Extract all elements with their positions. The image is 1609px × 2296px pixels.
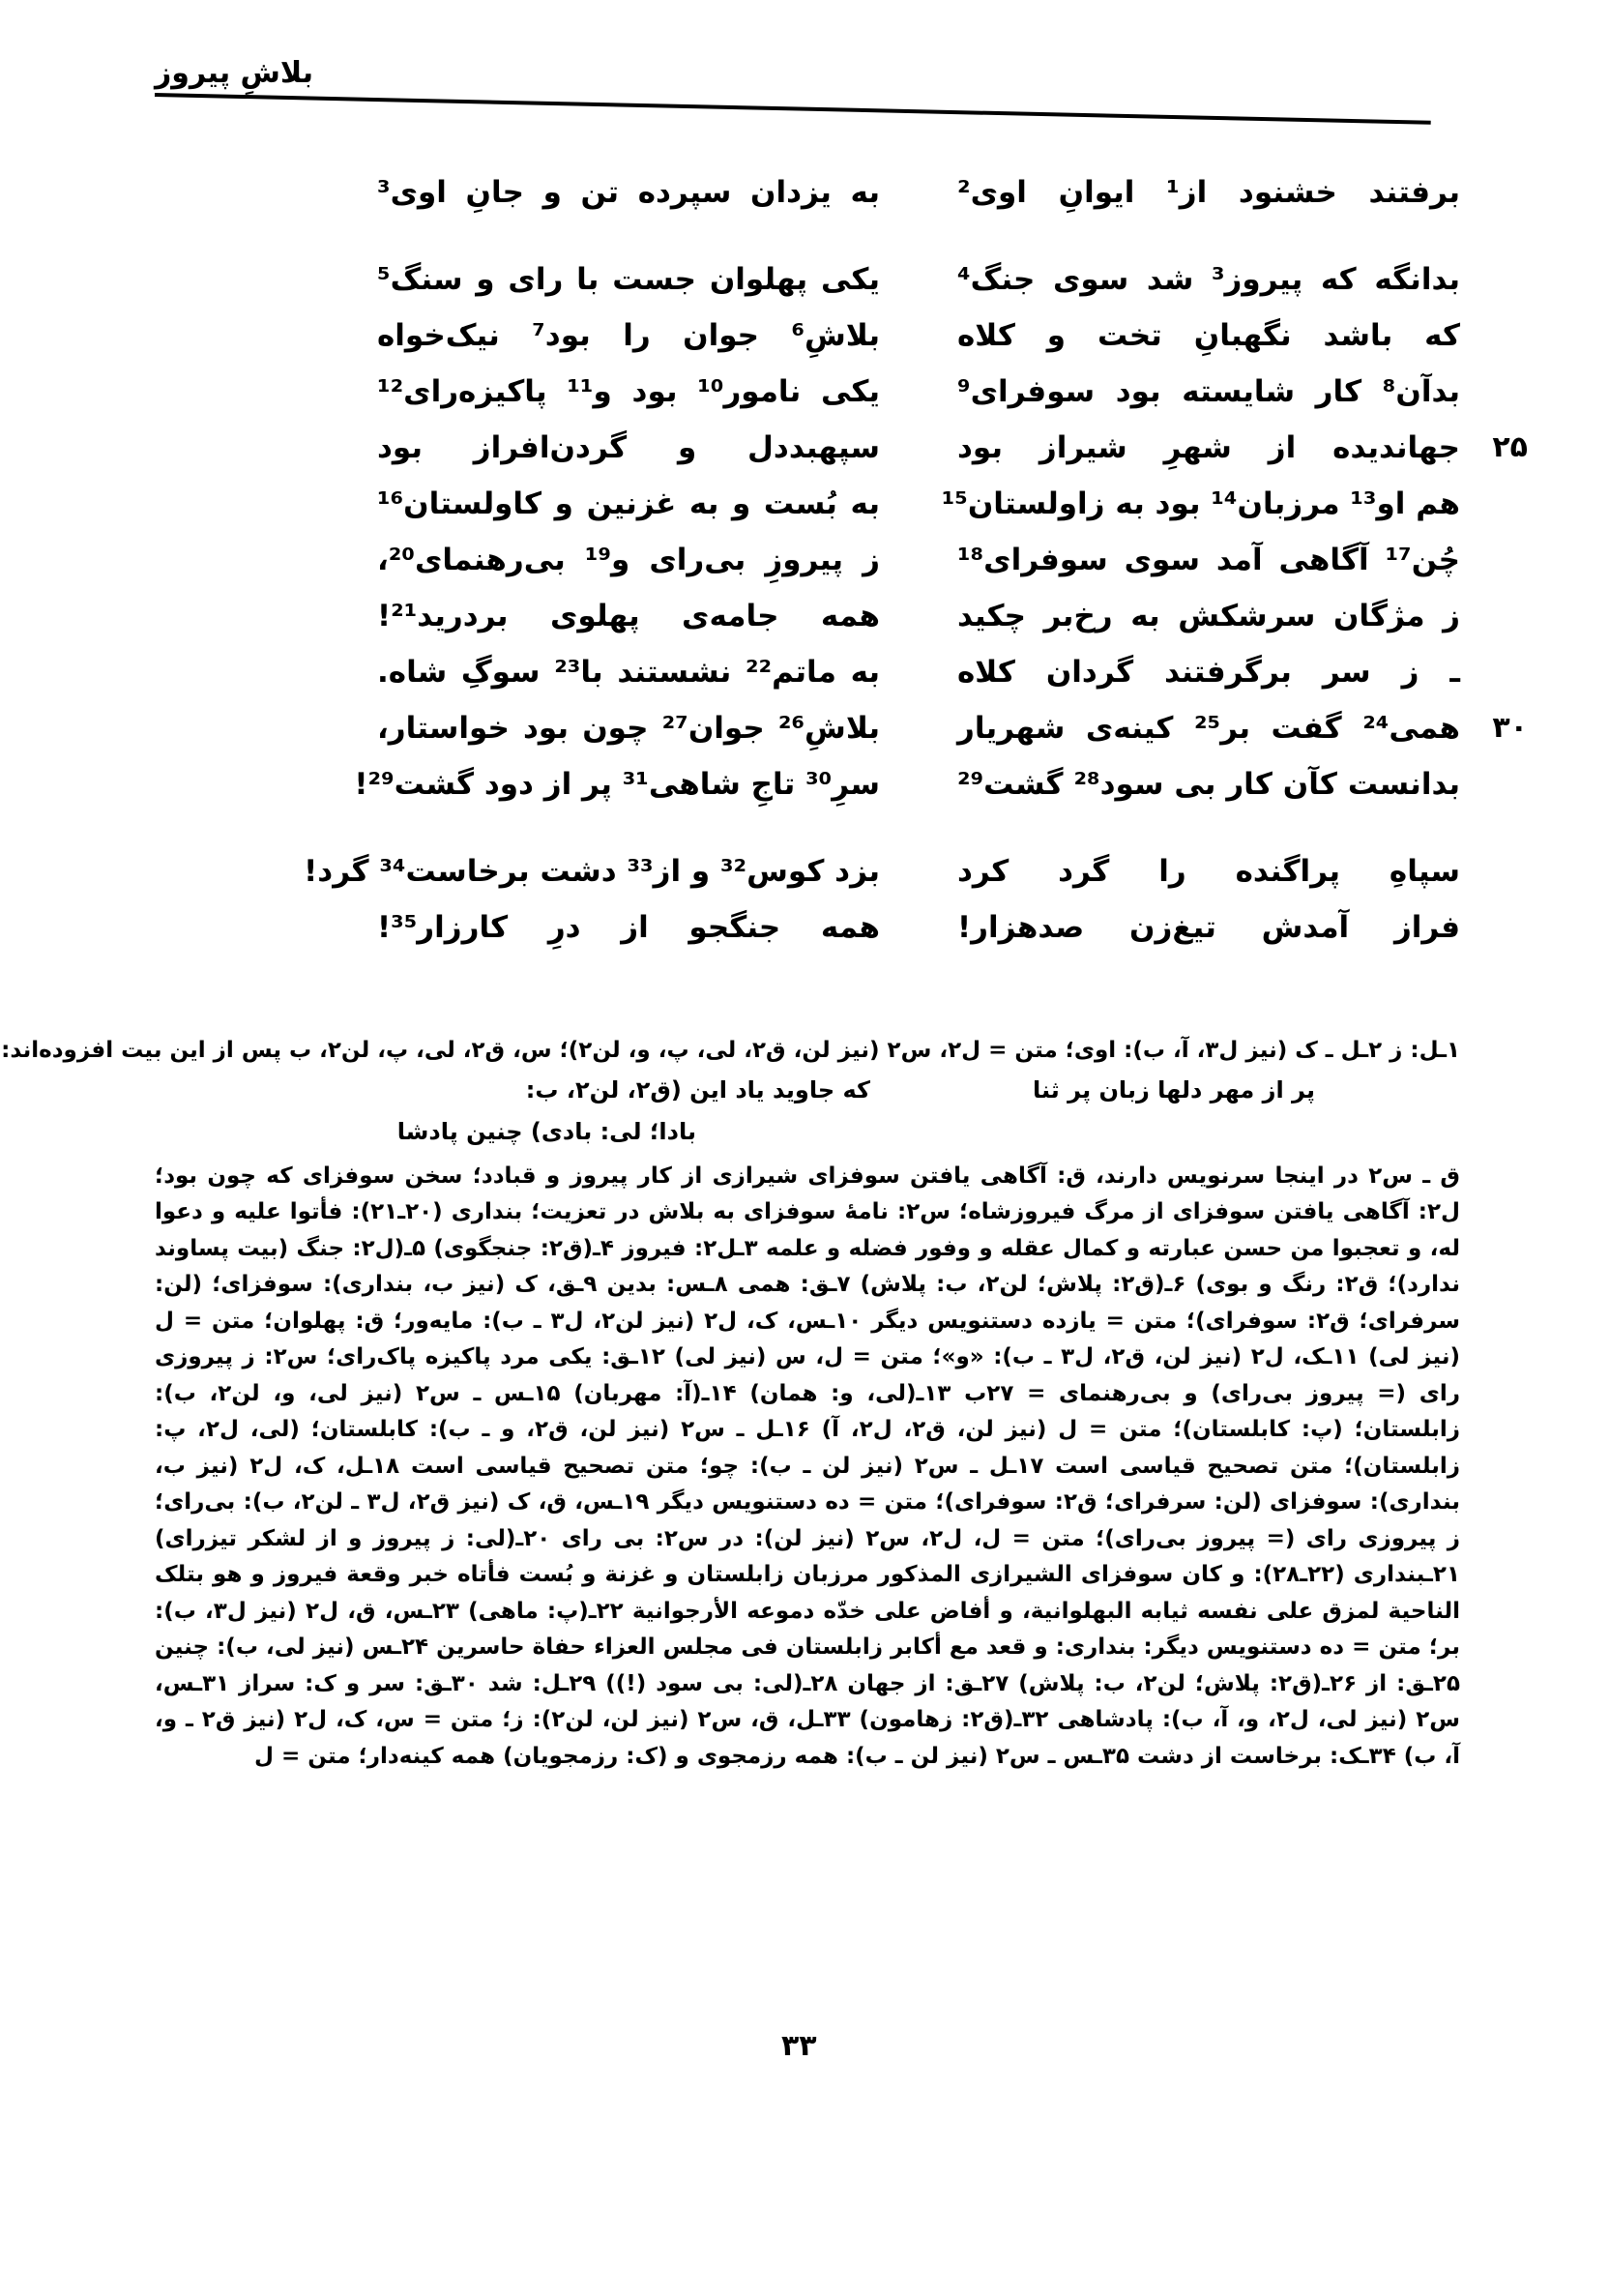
footnote-first-line: ۱ـل: ز ۲ـل ـ ک (نیز ل۳، آ، ب): اوی؛ متن = ل۲، س۲ (نیز لن، ق۲، لی، پ، و، لن۲)؛ س، ق۲، لی، پ، لن۲، ب پس از این بیت افزوده‌اند: [1,1038,1460,1063]
hemistich-right: بدانست کآن کار بی سود²⁸ گشت²⁹ [957,767,1460,802]
hemistich-right: ز مژگان سرشکش به رخ‌بر چکید [957,599,1460,633]
hemistich-right: همی²⁴ گفت بر²⁵ کینه‌ی شهریار [957,711,1460,746]
verse-couplet [261,644,1460,700]
hemistich-left: بلاشِ²⁶ جوان²⁷ چون بود خواستار، [377,711,881,746]
hemistich-left: ز پیروزِ بی‌رای و¹⁹ بی‌رهنمای²⁰، [377,543,881,577]
hemistich-right: ـ ز سر برگرفتند گردان کلاه [957,655,1460,690]
verse-couplet [261,308,1460,364]
verse-couplet [261,164,1460,221]
hemistich-right: بدآن⁸ کار شایسته بود سوفرای⁹ [957,374,1460,409]
verse-couplet [261,843,1460,899]
page-number: ۳۳ [781,2029,817,2063]
verse-couplet [261,700,1528,756]
hemistich-left: بزد کوس³² و از³³ دشت برخاست³⁴ گرد! [304,854,880,889]
hemistich-left: یکی نامور¹⁰ بود و¹¹ پاکیزه‌رای¹² [377,374,880,409]
verse-couplet [261,364,1460,420]
poem-body [261,164,1528,956]
added-beyt [483,1070,1315,1110]
hemistich-right: جهاندیده از شهرِ شیراز بود [957,430,1460,465]
hemistich-right: سپاهِ پراگنده را گرد کرد [957,854,1460,889]
verse-number: ۲۵ [1492,430,1528,464]
hemistich-right: فراز آمدش تیغ‌زن صدهزار! [957,910,1460,945]
hemistich-right: هم او¹³ مرزبان¹⁴ بود به زاولستان¹⁵ [941,486,1460,521]
footnote-paragraph: ق ـ س۲ در اینجا سرنویس دارند، ق: آگاهی یافتن سوفزای شیرازی از کار پیروز و قبادد؛ سخن سوفزای که چون بود؛ ل۲: آگاهی یافتن سوفزای از مرگ فیروزشاه؛ س۲: نامهٔ سوفزای به بلاش در تعزیت؛ بنداری (۲۰ـ۲۱): فأتوا علیه و دعوا له، و تعجبوا من حسن عبارته و کمال عقله و وفور فضله و علمه ۳ـل۲: فیروز ۴ـ(ق۲: جنجگوی) ۵ـ(ل۲: جنگ (بیت پساوند ندارد)؛ ق۲: رنگ و بوی) ۶ـ(ق۲: پلاش؛ لن۲، ب: پلاش) ۷ـق: همی ۸ـس: بدین ۹ـق، ک (نیز ب، بنداری): سوفزای؛ (لن: سرفرای؛ ق۲: سوفرای)؛ متن = یازده دستنویس دیگر ۱۰ـس، ک، ل۲ (نیز لن۲، ل۳ ـ ب): مایه‌ور؛ ق: پهلوان؛ متن = ل (نیز لی) ۱۱ـک، ل۲ (نیز لن، ق۲، ل۳ ـ ب): «و»؛ متن = ل، س (نیز لی) ۱۲ـق: یکی مرد پاکیزه پاک‌رای؛ س۲: ز پیروزی رای (= پیروز بی‌رای) و بی‌رهنمای = ۲۷ب ۱۳ـ(لی، و: همان) ۱۴ـ(آ: مهربان) ۱۵ـس ـ س۲ (نیز لی، و، لن۲، ب): زابلستان؛ (پ: کابلستان)؛ متن = ل (نیز لن، ق۲، ل۲، آ) ۱۶ـل ـ س۲ (نیز لن، ق۲، و ـ ب): کابلستان؛ (لی، ل۲، پ: زابلستان)؛ متن تصحیح قیاسی است ۱۷ـل ـ س۲ (نیز لن ـ ب): چو؛ متن تصحیح قیاسی است ۱۸ـل، ک، ل۲ (نیز ب، بنداری): سوفزای (لن: سرفرای؛ ق۲: سوفرای)؛ متن = ده دستنویس دیگر ۱۹ـس، ق، ک (نیز ق۲، ل۳ ـ لن۲، ب): بی‌رای؛ ز پیروزی رای (= پیروز بی‌رای)؛ متن = ل، ل۲، س۲ (نیز لن): در س۲: بی رای ۲۰ـ(لی: ز پیروز و از لشکر تیزرای) ۲۱ـبنداری (۲۲ـ۲۸): و کان سوفزای الشیرازی المذکور مرزبان زابلستان و غزنة و بُست فأتاه خبر وقعة فیروز و هو بتلک الناحیة لمزق علی نفسه ثیابه البهلوانیة، و أفاض علی خدّه دموعه الأرجوانیة ۲۲ـ(پ: ماهی) ۲۳ـس، ق، ل۲ (نیز ل۳، ب): بر؛ متن = ده دستنویس دیگر: بنداری: و قعد مع أکابر زابلستان فی مجلس العزاء حفاة حاسرین ۲۴ـس (نیز لی، ب): چنین ۲۵ـق: از ۲۶ـ(ق۲: پلاش؛ لن۲، ب: پلاش) ۲۷ـق: از جهان ۲۸ـ(لی: بی سود (!)) ۲۹ـل: شد ۳۰ـق: سر و ک: سراز ۳۱ـس، س۲ (نیز لی، ل۲، و، آ، ب): پادشاهی ۳۲ـ(ق۲: زهامون) ۳۳ـل، ق، س۲ (نیز لن، لن۲): ز؛ متن = س، ک، ل۲ (نیز ق۲ ـ و، آ، ب) ۳۴ـک: برخاست از دشت ۳۵ـس ـ س۲ (نیز لن ـ ب): همه رزمجوی و (ک: رزمجویان) همه کینه‌دار؛ متن = ل [155,1163,1461,1769]
added-beyt-continuation: بادا؛ لی: بادی) چنین پادشا [396,1117,696,1145]
verse-couplet [261,251,1460,308]
verse-couplet [261,588,1460,644]
verse-couplet [261,420,1528,476]
verse-number: ۳۰ [1492,711,1528,745]
hemistich-right: چُن¹⁷ آگاهی آمد سوی سوفرای¹⁸ [957,543,1460,577]
hemistich-right: که باشد نگهبانِ تخت و کلاه [957,318,1460,353]
verse-couplet [261,476,1460,532]
footnotes [1,1033,1461,1775]
hemistich-right: بدانگه که پیروز³ شد سوی جنگ⁴ [957,262,1460,297]
added-beyt-left: که جاوید یاد این (ق۲، لن۲، ب: [525,1075,870,1104]
hemistich-left: سپهبددل و گردن‌افراز بود [377,430,880,465]
hemistich-left: همه جنگجو از درِ کارزار³⁵! [377,910,880,945]
hemistich-left: سرِ³⁰ تاجِ شاهی³¹ پر از دود گشت²⁹! [354,767,880,802]
verse-couplet [261,756,1460,812]
hemistich-right: برفتند خشنود از¹ ایوانِ اوی² [957,175,1460,210]
hemistich-left: یکی پهلوان جست با رای و سنگ⁵ [377,262,880,297]
hemistich-left: به ماتم²² نشستند با²³ سوگِ شاه. [377,655,881,690]
verse-couplet [261,899,1460,956]
verse-couplet [261,532,1460,588]
running-head: بلاشِ پیروز [155,56,313,90]
hemistich-left: به یزدان سپرده تن و جانِ اوی³ [377,175,880,210]
added-beyt-right: پر از مهر دلها زبان پر ثنا [1032,1075,1315,1104]
hemistich-left: به بُست و به غزنین و کاولستان¹⁶ [377,486,880,521]
hemistich-left: همه جامه‌ی پهلوی بردرید²¹! [377,599,880,633]
header-rule [155,93,1431,125]
hemistich-left: بلاشِ⁶ جوان را بود⁷ نیک‌خواه [377,318,880,353]
